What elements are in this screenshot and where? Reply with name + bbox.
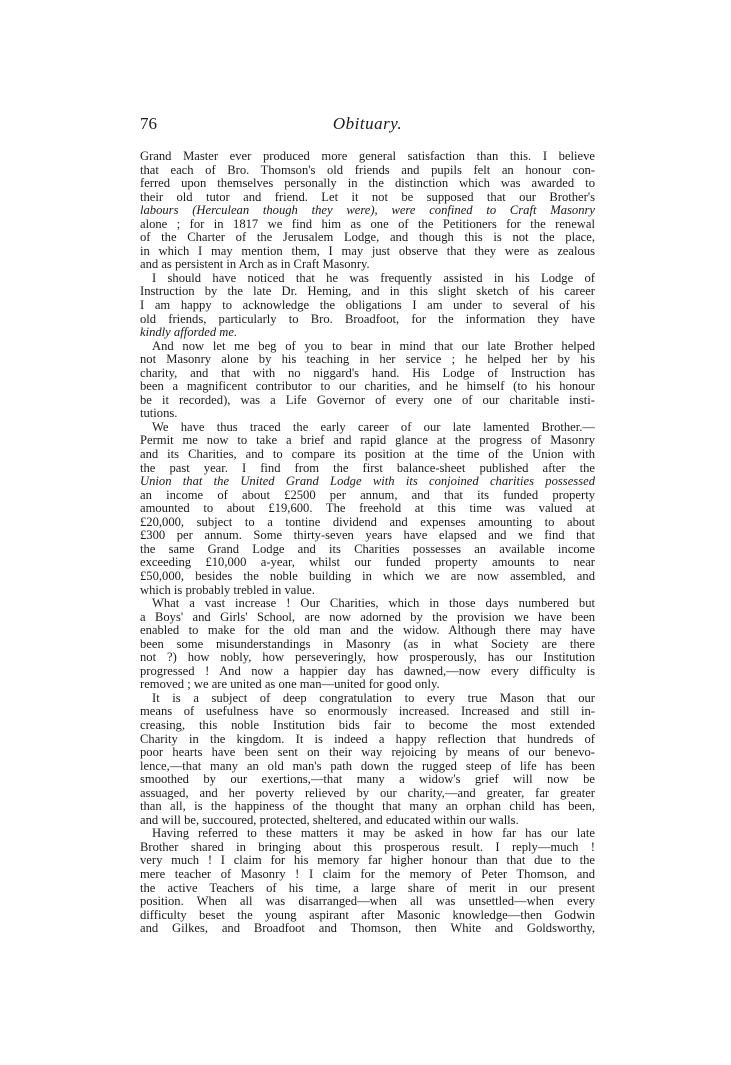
paragraph xyxy=(140,597,595,692)
text-line: alone ; for in 1817 we find him as one of the Petitioners for the renewal xyxy=(140,216,595,231)
text-line: Union that the United Grand Lodge with its conjoined charities possessed xyxy=(140,474,595,489)
text-line: It is a subject of deep congratulation to every true Mason that our xyxy=(152,690,595,705)
text-line: kindly afforded me. xyxy=(140,325,238,340)
text-line: not ?) how nobly, how perseveringly, how prosperously, has our Institution xyxy=(140,650,595,665)
text-line: the active Teachers of his time, a large share of merit in our present xyxy=(140,880,595,895)
text-line: Instruction by the late Dr. Heming, and in this slight sketch of his career xyxy=(140,284,595,299)
text-line: an income of about £2500 per annum, and that its funded property xyxy=(140,487,595,502)
text-line: not Masonry alone by his teaching in her service ; he helped her by his xyxy=(140,352,595,367)
text-line: and Gilkes, and Broadfoot and Thomson, then White and Goldsworthy, xyxy=(140,921,595,936)
text-line: £20,000, subject to a tontine dividend and expenses amounting to about xyxy=(140,514,595,529)
text-line: Brother shared in bringing about this prosperous result. I reply—much ! xyxy=(140,839,595,854)
text-line: removed ; we are united as one man—united for good only. xyxy=(140,677,440,692)
text-line: been some misunderstandings in Masonry (as in what Society are there xyxy=(140,636,595,651)
text-line: and will be, succoured, protected, sheltered, and educated within our walls. xyxy=(140,812,519,827)
text-line: be it recorded), was a Life Governor of every one of our charitable insti- xyxy=(140,392,595,407)
text-line: Having referred to these matters it may be asked in how far has our late xyxy=(152,826,595,841)
paragraph xyxy=(140,340,595,421)
text-line: creasing, this noble Institution bids fair to become the most extended xyxy=(140,717,595,732)
text-line: that each of Bro. Thomson's old friends and pupils felt an honour con- xyxy=(140,162,595,177)
running-title: Obituary. xyxy=(332,114,403,133)
text-line: of the Charter of the Jerusalem Lodge, and though this is not the place, xyxy=(140,230,595,245)
paragraph xyxy=(140,272,595,340)
text-line: ferred upon themselves personally in the distinction which was awarded to xyxy=(140,176,595,191)
text-line: smoothed by our exertions,—that many a widow's grief will now be xyxy=(140,772,595,787)
text-line: and as persistent in Arch as in Craft Masonry. xyxy=(140,257,370,272)
obituary-text xyxy=(140,150,595,936)
text-line: progressed ! And now a happier day has dawned,—now every difficulty is xyxy=(140,663,595,678)
paragraph xyxy=(140,150,595,272)
text-line: What a vast increase ! Our Charities, which in those days numbered but xyxy=(152,596,595,611)
text-line: amounted to about £19,600. The freehold at this time was valued at xyxy=(140,501,595,516)
text-line: the same Grand Lodge and its Charities possesses an available income xyxy=(140,541,595,556)
text-line: lence,—that many an old man's path down the rugged steep of life has been xyxy=(140,758,595,773)
paragraph xyxy=(140,692,595,827)
text-line: £50,000, besides the noble building in which we are now assembled, and xyxy=(140,568,595,583)
paragraph xyxy=(140,827,595,935)
text-line: charity, and that with no niggard's hand. His Lodge of Instruction has xyxy=(140,365,595,380)
page-header xyxy=(140,114,595,136)
text-line: poor hearts have been sent on their way rejoicing by means of our benevo- xyxy=(140,745,595,760)
text-line: exceeding £10,000 a-year, whilst our funded property amounts to near xyxy=(140,555,595,570)
text-line: Charity in the kingdom. It is indeed a happy reflection that hundreds of xyxy=(140,731,595,746)
text-line: old friends, particularly to Bro. Broadfoot, for the information they have xyxy=(140,311,595,326)
text-line: mere teacher of Masonry ! I claim for the memory of Peter Thomson, and xyxy=(140,866,595,881)
text-line: I am happy to acknowledge the obligations I am under to several of his xyxy=(140,298,595,313)
text-line: been a magnificent contributor to our charities, and he himself (to his honour xyxy=(140,379,595,394)
text-line: Permit me now to take a brief and rapid glance at the progress of Masonry xyxy=(140,433,595,448)
paragraph xyxy=(140,421,595,597)
text-line: than all, is the happiness of the thought that many an orphan child has been, xyxy=(140,799,595,814)
text-line: position. When all was disarranged—when all was unsettled—when every xyxy=(140,894,595,909)
page-number: 76 xyxy=(140,114,157,133)
text-line: We have thus traced the early career of our late lamented Brother.— xyxy=(152,419,595,434)
text-line: very much ! I claim for his memory far higher honour than that due to the xyxy=(140,853,595,868)
text-line: difficulty beset the young aspirant after Masonic knowledge—then Godwin xyxy=(140,907,595,922)
text-line: labours (Herculean though they were), were confined to Craft Masonry xyxy=(140,203,595,218)
text-line: tutions. xyxy=(140,406,178,421)
text-line: and its Charities, and to compare its position at the time of the Union with xyxy=(140,447,595,462)
text-line: the past year. I find from the first balance-sheet published after the xyxy=(140,460,595,475)
text-line: in which I may mention them, I may just observe that they were as zealous xyxy=(140,243,595,258)
text-line: assuaged, and her poverty relieved by our charity,—and greater, far greater xyxy=(140,785,595,800)
text-line: I should have noticed that he was frequently assisted in his Lodge of xyxy=(152,270,595,285)
text-line: a Boys' and Girls' School, are now adorned by the provision we have been xyxy=(140,609,595,624)
text-line: which is probably trebled in value. xyxy=(140,582,315,597)
text-line: And now let me beg of you to bear in mind that our late Brother helped xyxy=(152,338,595,353)
text-line: £300 per annum. Some thirty-seven years have elapsed and we find that xyxy=(140,528,595,543)
text-line: their old tutor and friend. Let it not be supposed that our Brother's xyxy=(140,189,595,204)
text-line: enabled to make for the old man and the widow. Although there may have xyxy=(140,623,595,638)
text-line: Grand Master ever produced more general satisfaction than this. I believe xyxy=(140,149,595,163)
text-line: means of usefulness have so enormously increased. Increased and still in- xyxy=(140,704,595,719)
